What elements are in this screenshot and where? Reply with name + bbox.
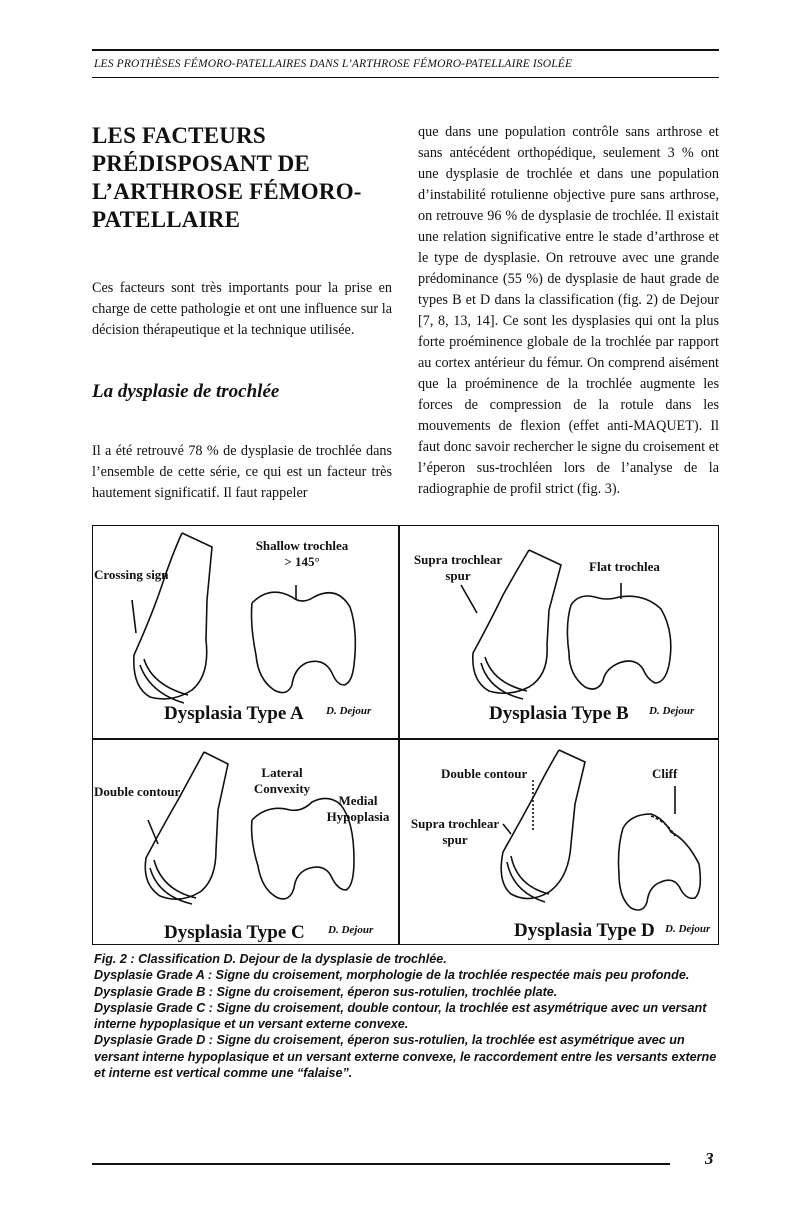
caption-line: Fig. 2 : Classification D. Dejour de la dysplasie de trochlée. — [94, 952, 447, 966]
panel-title: Dysplasia Type A — [164, 703, 304, 724]
left-column — [92, 122, 392, 504]
label-supra-trochlear-spur — [403, 552, 513, 584]
label-line: Supra trochlear — [413, 552, 503, 567]
intro-paragraph: Ces facteurs sont très importants pour la prise en charge de cette pathologie et ont une influence sur la décision thérapeutique et la technique utilisée. — [92, 280, 392, 338]
figure-caption — [94, 951, 724, 1081]
panel-credit: D. Dejour — [665, 923, 711, 935]
footer-rule — [92, 1163, 670, 1165]
caption-line: Dysplasie Grade D : Signe du croisement, éperon sus-rotulien, la trochlée est asymétrique avec un versant interne hypoplasique et un versant externe convexe, le raccordement entre les versants externe et interne est vertical comme une “falaise”. — [94, 1033, 717, 1081]
section-title-line: L’ARTHROSE FÉMORO- — [92, 179, 362, 204]
label-line: Hypoplasia — [326, 809, 390, 824]
label-double-contour: Double contour — [94, 784, 181, 799]
caption-line: Dysplasie Grade C : Signe du croisement, double contour, la trochlée est asymétrique avec un versant interne hypoplasique et un versant externe convexe. — [94, 1000, 707, 1032]
label-cliff: Cliff — [652, 766, 678, 781]
label-crossing-sign: Crossing sign — [94, 567, 169, 582]
label-medial-hypoplasia — [318, 793, 398, 825]
label-double-contour: Double contour — [441, 766, 528, 781]
label-lateral-convexity — [242, 765, 322, 797]
label-line: > 145° — [284, 554, 320, 569]
header-rule-thin — [92, 77, 719, 78]
label-line: Shallow trochlea — [255, 538, 349, 553]
panel-credit: D. Dejour — [649, 705, 695, 717]
panel-type-b — [399, 525, 719, 738]
label-line: spur — [445, 568, 471, 583]
label-line: Medial — [338, 793, 378, 808]
panel-title: Dysplasia Type D — [514, 920, 655, 941]
panel-title: Dysplasia Type C — [164, 922, 305, 943]
running-header: LES PROTHÈSES FÉMORO-PATELLAIRES DANS L’ARTHROSE FÉMORO-PATELLAIRE ISOLÉE — [94, 58, 573, 70]
panel-type-a — [92, 525, 398, 738]
label-line: spur — [442, 832, 468, 847]
section-title-line: LES FACTEURS — [92, 123, 266, 148]
header-rule — [92, 49, 719, 51]
panel-credit: D. Dejour — [328, 924, 374, 936]
page-number: 3 — [705, 1149, 714, 1168]
label-line: Lateral — [261, 765, 303, 780]
body-paragraph-right: que dans une population contrôle sans arthrose et sans antécédent orthopédique, seulement 3 % ont une dysplasie de trochlée et dans une population d’instabilité rotulienne objective pure sans arthrose, on retrouve 96 % de dysplasie de trochlée. Il existait une relation significative entre le stade d’arthrose et le type de dysplasie. On retrouve avec une grande prédominance (55 %) de dysplasie de haut grade de types B et D dans la classification (fig. 2) de Dejour [7, 8, 13, 14]. Ce sont les dysplasies qui ont la plus forte proéminence globale de la trochlée par rapport au cortex antérieur du fémur. On comprend aisément que la proéminence de la trochlée augmente les forces de compression de la rotule dans les mouvements de flexion (effet anti-MAQUET). Il faut donc savoir rechercher le signe du croisement et l’éperon sus-trochléen lors de l’analyse de la radiographie de profil strict (fig. 3). — [418, 124, 719, 497]
section-title-line: PATELLAIRE — [92, 207, 241, 232]
right-column — [418, 122, 719, 500]
label-line: Supra trochlear — [410, 816, 500, 831]
body-paragraph-left: Il a été retrouvé 78 % de dysplasie de trochlée dans l’ensemble de cette série, ce qui est un facteur très hautement significatif. Il faut rappeler — [92, 443, 392, 501]
label-shallow-trochlea — [242, 538, 362, 570]
panel-type-c — [92, 740, 398, 945]
label-line: Convexity — [253, 781, 311, 796]
panel-type-d — [399, 740, 719, 945]
label-supra-trochlear-spur — [401, 816, 509, 848]
panel-credit: D. Dejour — [326, 705, 372, 717]
section-title-line: PRÉDISPOSANT DE — [92, 151, 310, 176]
label-flat-trochlea: Flat trochlea — [589, 559, 660, 574]
panel-title: Dysplasia Type B — [489, 703, 629, 724]
caption-line: Dysplasie Grade B : Signe du croisement, éperon sus-rotulien, trochlée plate. — [94, 984, 558, 999]
section-title — [92, 122, 392, 234]
caption-line: Dysplasie Grade A : Signe du croisement, morphologie de la trochlée respectée mais peu profonde. — [94, 968, 690, 983]
subsection-title: La dysplasie de trochlée — [92, 381, 280, 402]
